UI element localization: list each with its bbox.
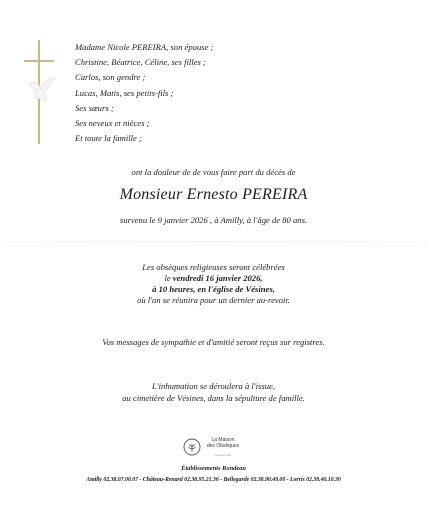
family-list: [75, 40, 213, 146]
funeral-home-logo: [180, 437, 248, 459]
tree-logo-icon: [183, 438, 201, 456]
family-line: Ses sœurs ;: [75, 102, 114, 113]
family-line: Christine, Béatrice, Céline, ses filles ;: [75, 57, 206, 68]
family-line: Et toute la famille ;: [75, 133, 142, 144]
burial-line: L'inhumation se déroulera à l'issue,: [152, 381, 275, 391]
family-line: Ses neveux et nièces ;: [75, 118, 150, 129]
establishment-name: Établissements Rondeau: [181, 465, 246, 472]
ceremony-date: le vendredi 16 janvier 2026,: [164, 273, 263, 283]
ceremony-line: où l'on se réunira pour un dernier au-revoir.: [137, 295, 290, 305]
logo-subtitle: agence vital: [214, 453, 231, 457]
deceased-name: Monsieur Ernesto PEREIRA: [119, 186, 308, 203]
family-line: Madame Nicole PEREIRA, son épouse ;: [75, 42, 214, 52]
fold-line: [0, 241, 427, 242]
burial-block: [0, 381, 427, 404]
contact-numbers: Amilly 02.38.07.00.07 - Château-Renard 02.38.95.21.36 - Bellegarde 02.38.90.49.00 - Lorris 02.38.40.10.30: [86, 477, 341, 483]
logo-text: La Maison des Obsèques: [206, 437, 240, 449]
death-details: survenu le 9 janvier 2026 , à Amilly, à l'âge de 80 ans.: [119, 215, 308, 225]
announcement-intro: ont la douleur de de vous faire part du décès de: [131, 167, 296, 177]
messages-note: Vos messages de sympathie et d'amitié seront reçus sur registres.: [102, 337, 325, 347]
ceremony-line: Les obsèques religieuses seront célébrées: [142, 262, 285, 272]
family-line: Lucas, Matis, ses petits-fils ;: [75, 87, 174, 98]
cross-horizontal: [24, 60, 54, 62]
ceremony-block: [0, 262, 427, 306]
dove-icon: [25, 74, 57, 108]
ceremony-time-place: à 10 heures, en l'église de Vésines,: [152, 284, 275, 294]
family-line: Carlos, son gendre ;: [75, 72, 146, 83]
burial-line: au cimetière de Vésines, dans la sépulture de famille.: [122, 392, 305, 403]
